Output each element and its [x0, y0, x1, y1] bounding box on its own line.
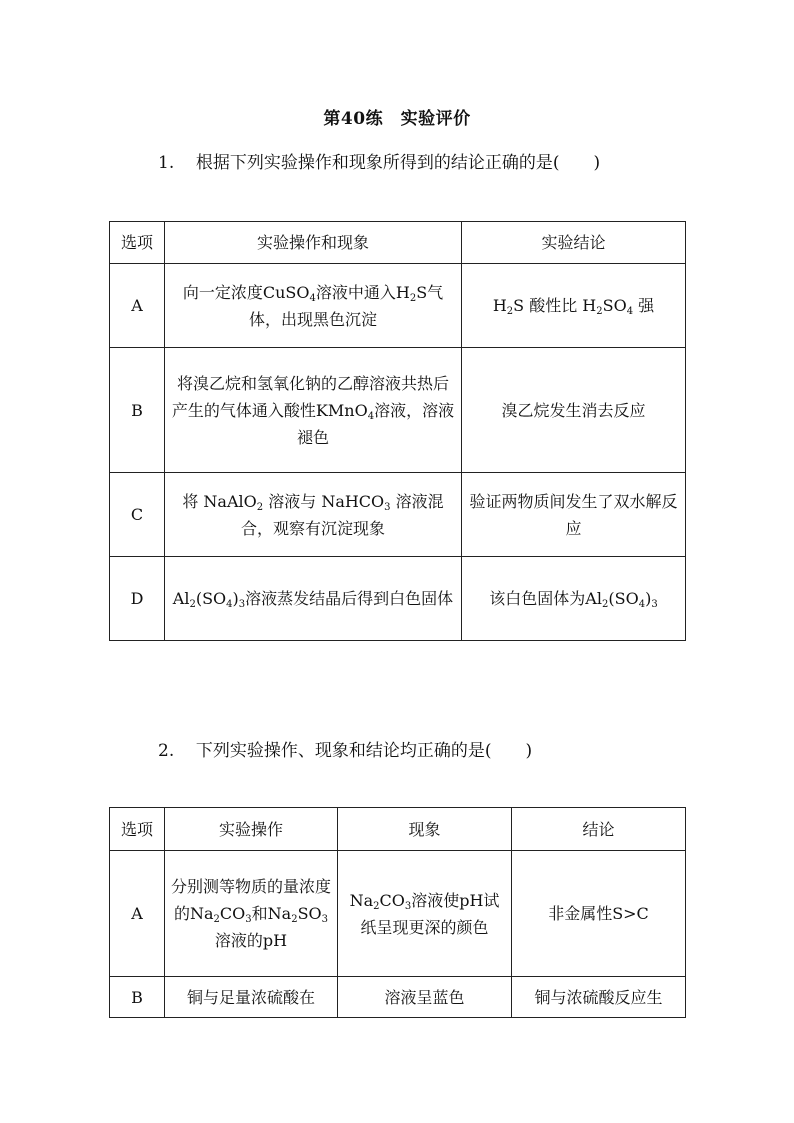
table-row [110, 264, 686, 348]
option-cell: C [110, 473, 165, 557]
question-2-table [109, 807, 686, 1018]
question-text: 根据下列实验操作和现象所得到的结论正确的是( ) [195, 153, 601, 173]
conclusion-cell: 溴乙烷发生消去反应 [462, 348, 686, 473]
conclusion-cell: 该白色固体为$Al_2(SO_4)_3$ [462, 557, 686, 641]
table-row [110, 977, 686, 1018]
operation-cell: 铜与足量浓硫酸在 [165, 977, 338, 1018]
header-operation-phenomenon: 实验操作和现象 [165, 222, 462, 264]
option-cell: B [110, 348, 165, 473]
phenomenon-cell: 溶液呈蓝色 [338, 977, 512, 1018]
table-row [110, 473, 686, 557]
table-header-row [110, 222, 686, 264]
option-cell: A [110, 264, 165, 348]
table-row [110, 557, 686, 641]
operation-cell: 分别测等物质的量浓度的$Na_2CO_3$和$Na_2SO_3$溶液的pH [165, 851, 338, 977]
header-option: 选项 [110, 808, 165, 851]
option-cell: B [110, 977, 165, 1018]
conclusion-cell: 非金属性S>C [512, 851, 686, 977]
page-title: 第40练 实验评价 [323, 109, 471, 129]
conclusion-cell: 铜与浓硫酸反应生 [512, 977, 686, 1018]
operation-cell: 将 NaAlO$_2$ 溶液与 NaHCO$_3$ 溶液混合，观察有沉淀现象 [165, 473, 462, 557]
phenomenon-cell: $Na_2CO_3$溶液使pH试纸呈现更深的颜色 [338, 851, 512, 977]
question-2-stem [158, 736, 532, 761]
question-1-table [109, 221, 686, 641]
operation-cell: 将溴乙烷和氢氧化钠的乙醇溶液共热后产生的气体通入酸性KMnO$_4$溶液，溶液褪色 [165, 348, 462, 473]
table-header-row [110, 808, 686, 851]
question-number: 2. [158, 741, 175, 761]
header-conclusion: 实验结论 [462, 222, 686, 264]
operation-cell: 向一定浓度CuSO$_4$溶液中通入$H_2S$气体，出现黑色沉淀 [165, 264, 462, 348]
header-option: 选项 [110, 222, 165, 264]
conclusion-cell: $H_2S$ 酸性比 $H_2SO_4$ 强 [462, 264, 686, 348]
question-text: 下列实验操作、现象和结论均正确的是( ) [195, 741, 533, 761]
operation-cell: $Al_2(SO_4)_3$溶液蒸发结晶后得到白色固体 [165, 557, 462, 641]
question-1-stem [158, 148, 600, 173]
question-number: 1. [158, 153, 175, 173]
option-cell: D [110, 557, 165, 641]
header-conclusion: 结论 [512, 808, 686, 851]
table-row [110, 348, 686, 473]
header-phenomenon: 现象 [338, 808, 512, 851]
option-cell: A [110, 851, 165, 977]
header-operation: 实验操作 [165, 808, 338, 851]
conclusion-cell: 验证两物质间发生了双水解反应 [462, 473, 686, 557]
table-row [110, 851, 686, 977]
